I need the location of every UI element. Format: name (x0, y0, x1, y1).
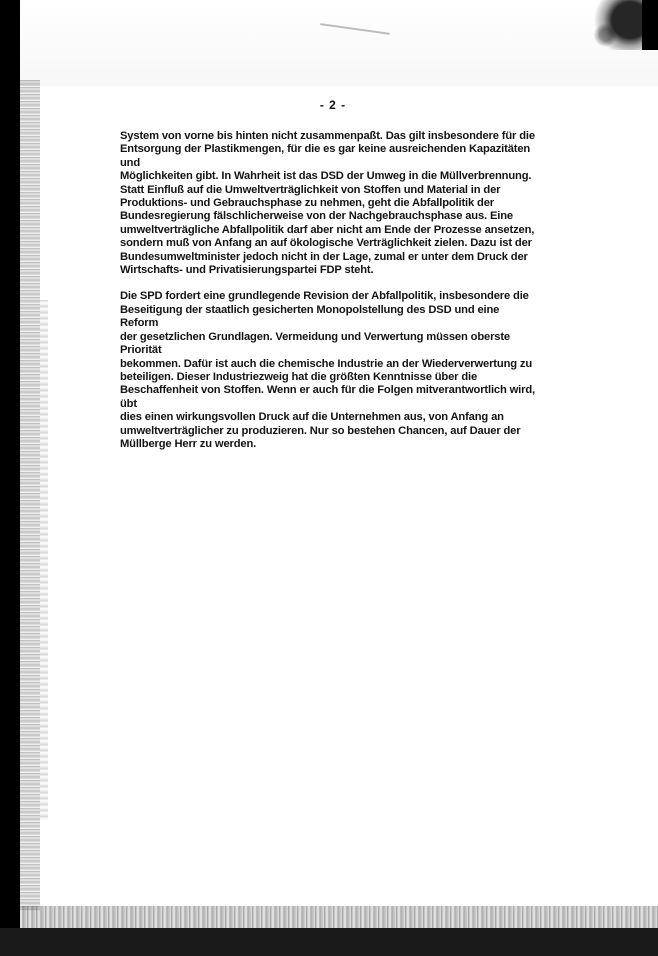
scan-bottom-edge (0, 928, 658, 956)
scan-left-edge (0, 0, 20, 956)
scan-top-right-edge (642, 0, 658, 50)
paragraph-dsd-criticism: System von vorne bis hinten nicht zusammenpaßt. Das gilt insbesondere für die Entsorgung der Plastikmengen, für die es gar keine ausreichenden Kapazitäten und Möglichkeiten gibt. In Wahrheit ist das DSD der Umweg in die Müllverbrennung. Statt Einfluß auf die Umweltverträglichkeit von Stoffen und Material in der Produktions- und Gebrauchsphase zu nehmen, geht die Abfallpolitik der Bundesregierung fälschlicherweise von der Nachgebrauchsphase aus. Eine umweltverträgliche Abfallpolitik darf aber nicht am Ende der Prozesse ansetzen, sondern muß von Anfang an auf ökologische Verträglichkeit zielen. Dazu ist der Bundesumweltminister jedoch nicht in der Lage, zumal er unter dem Druck der Wirtschafts- und Privatisierungspartei FDP steht. (120, 130, 535, 277)
scan-top-margin (0, 0, 658, 86)
document-body (120, 130, 540, 464)
scan-left-noise-secondary (40, 300, 48, 820)
page-number: - 2 - (319, 98, 347, 112)
paragraph-spd-demands: Die SPD fordert eine grundlegende Revision der Abfallpolitik, insbesondere die Beseitigung der staatlich gesicherten Monopolstellung des DSD und eine Reform der gesetzlichen Grundlagen. Vermeidung und Verwertung müssen oberste Priorität bekommen. Dafür ist auch die chemische Industrie an der Wiederverwertung zu beteiligen. Dieser Industriezweig hat die größten Kenntnisse über die Beschaffenheit von Stoffen. Wenn er auch für die Folgen mitverantwortlich wird, übt dies einen wirkungsvollen Druck auf die Unternehmen aus, von Anfang an umweltverträglicher zu produzieren. Nur so bestehen Chancen, auf Dauer der Müllberge Herr zu werden. (120, 290, 535, 450)
scan-left-noise (20, 80, 40, 910)
